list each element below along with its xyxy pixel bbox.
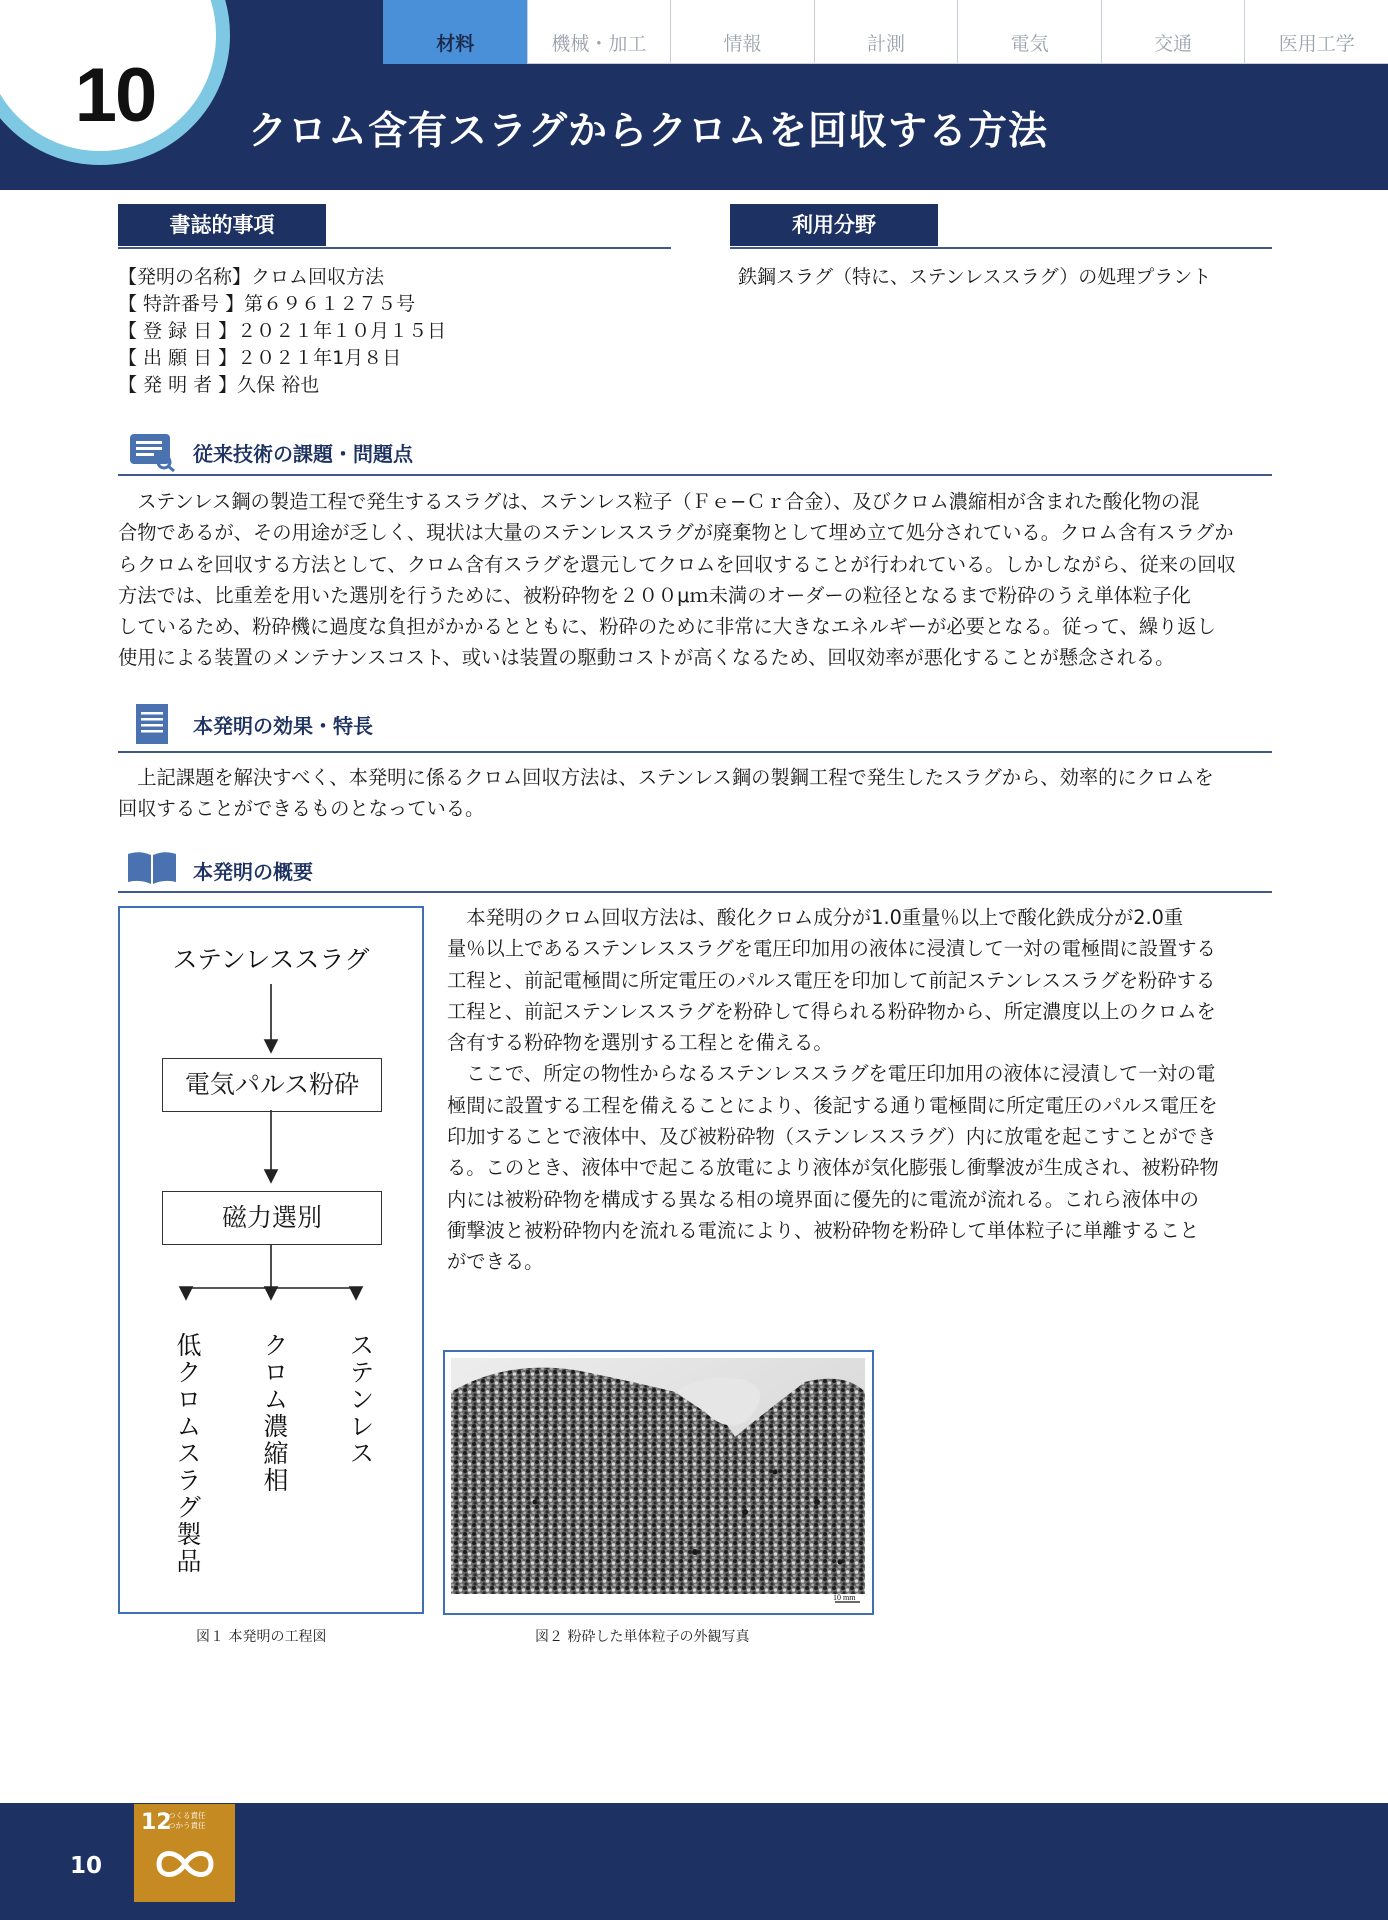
bibliographic-line: 【 出 願 日 】２０２１年1月８日 [118,347,402,369]
overview-rule [118,891,1272,893]
sdg-12-badge [134,1804,235,1902]
particle-photo [445,1352,872,1613]
effect-heading: 本発明の効果・特長 [193,714,373,738]
sdg-goal-text [168,1811,228,1831]
page-title: クロム含有スラグからクロムを回収する方法 [248,109,1049,154]
bibliographic-line: 【 発 明 者 】久保 裕也 [118,374,320,396]
tab-electricity[interactable]: 電気 [957,0,1101,64]
overview-line: 含有する粉砕物を選別する工程とを備える。 [447,1031,833,1055]
flow-step-pulse-crushing: 電気パルス粉砕 [162,1058,382,1112]
effect-rule [118,751,1272,753]
bibliographic-rule [118,247,671,249]
tab-information[interactable]: 情報 [670,0,814,64]
overview-line: 工程と、前記電極間に所定電圧のパルス電圧を印加して前記ステンレススラグを粉砕する [447,968,1216,992]
overview-line: 極間に設置する工程を備えることにより、後記する通り電極間に所定電圧のパルス電圧を [447,1093,1218,1117]
problem-text [118,486,1278,674]
sdg-number: 12 [141,1810,172,1835]
overview-line: ができる。 [447,1250,544,1274]
overview-line: 本発明のクロム回収方法は、酸化クロム成分が1.0重量％以上で酸化鉄成分が2.0重 [447,906,1184,929]
overview-line: 工程と、前記ステンレススラグを粉砕して得られる粉砕物から、所定濃度以上のクロムを [447,999,1216,1023]
problem-line: ステンレス鋼の製造工程で発生するスラグは、ステンレス粒子（Ｆｅ−Ｃｒ合金）、及びクロム濃縮相が含まれた酸化物の混 [118,490,1200,513]
flow-step-magnetic-separation: 磁力選別 [162,1191,382,1245]
effect-line: 回収することができるものとなっている。 [118,797,485,821]
usage-label: 利用分野 [730,204,938,246]
sdg-text-line: つくる責任 [168,1811,206,1820]
overview-line: 量％以上であるステンレススラグを電圧印加用の液体に浸漬して一対の電極間に設置する [447,937,1216,961]
problem-line: しているため、粉砕機に過度な負担がかかるとともに、粉砕のために非常に大きなエネルギーが必要となる。従って、繰り返し [118,615,1216,639]
figure-1-caption: 図１ 本発明の工程図 [196,1629,327,1645]
scale-bar-label: 10 mm [833,1593,856,1602]
problem-rule [118,474,1272,476]
problem-line: らクロムを回収する方法として、クロム含有スラグを還元してクロムを回収することが行われている。しかしながら、従来の回収 [118,552,1236,576]
flow-output-chrome-concentrate: クロム濃縮相 [260,1332,289,1494]
category-tabs [383,0,1388,64]
overview-line: る。このとき、液体中で起こる放電により液体が気化膨張し衝撃波が生成され、被粉砕物 [447,1156,1219,1180]
page-number: 10 [74,53,156,138]
bibliographic-line: 【 特許番号 】第６９６１２７５号 [118,293,416,315]
flow-start: ステンレススラグ [172,945,370,974]
overview-line: ここで、所定の物性からなるステンレススラグを電圧印加用の液体に浸漬して一対の電 [447,1062,1216,1086]
bibliographic-line: 【 登 録 日 】２０２１年１０月１５日 [118,320,447,342]
problem-heading: 従来技術の課題・問題点 [193,442,413,466]
overview-line: 内には被粉砕物を構成する異なる相の境界面に優先的に電流が流れる。これら液体中の [447,1187,1199,1211]
effect-text [118,762,1278,825]
overview-line: 印加することで液体中、及び被粉砕物（ステンレススラグ）内に放電を起こすことができ [447,1125,1217,1149]
tab-medical-engineering[interactable]: 医用工学 [1244,0,1388,64]
flow-arrows [118,906,424,1614]
flow-output-stainless: ステンレス [346,1332,375,1467]
overview-text [447,902,1272,1278]
infinity-loop-icon [151,1844,219,1884]
usage-rule [730,247,1272,249]
search-document-icon [128,432,176,476]
document-icon [134,702,170,750]
effect-line: 上記課題を解決すべく、本発明に係るクロム回収方法は、ステンレス鋼の製鋼工程で発生したスラグから、効率的にクロムを [118,766,1214,789]
problem-line: 使用による装置のメンテナンスコスト、或いは装置の駆動コストが高くなるため、回収効率が悪化することが懸念される。 [118,646,1175,670]
usage-text: 鉄鋼スラグ（特に、ステンレススラグ）の処理プラント [738,266,1212,288]
tab-measurement[interactable]: 計測 [814,0,958,64]
problem-line: 方法では、比重差を用いた選別を行うために、被粉砕物を２００μｍ未満のオーダーの粒径となるまで粉砕のうえ単体粒子化 [118,583,1191,607]
particle-photo-frame [443,1350,874,1615]
footer-page-number: 10 [70,1853,103,1879]
bibliographic-line: 【発明の名称】クロム回収方法 [118,266,385,288]
tab-materials[interactable]: 材料 [383,0,527,64]
figure-2-caption: 図２ 粉砕した単体粒子の外観写真 [535,1629,750,1645]
sdg-text-line: つかう責任 [168,1821,206,1830]
tab-transport[interactable]: 交通 [1101,0,1245,64]
flow-output-low-chrome-slag: 低クロムスラグ製品 [173,1332,202,1575]
open-book-icon [126,850,178,890]
overview-line: 衝撃波と被粉砕物内を流れる電流により、被粉砕物を粉砕して単体粒子に単離すること [447,1218,1199,1242]
problem-line: 合物であるが、その用途が乏しく、現状は大量のステンレススラグが廃棄物として埋め立て処分されている。クロム含有スラグか [118,521,1234,545]
bibliographic-label: 書誌的事項 [118,204,326,246]
page-header [0,0,1388,190]
tab-machining[interactable]: 機械・加工 [527,0,671,64]
overview-heading: 本発明の概要 [193,860,313,884]
